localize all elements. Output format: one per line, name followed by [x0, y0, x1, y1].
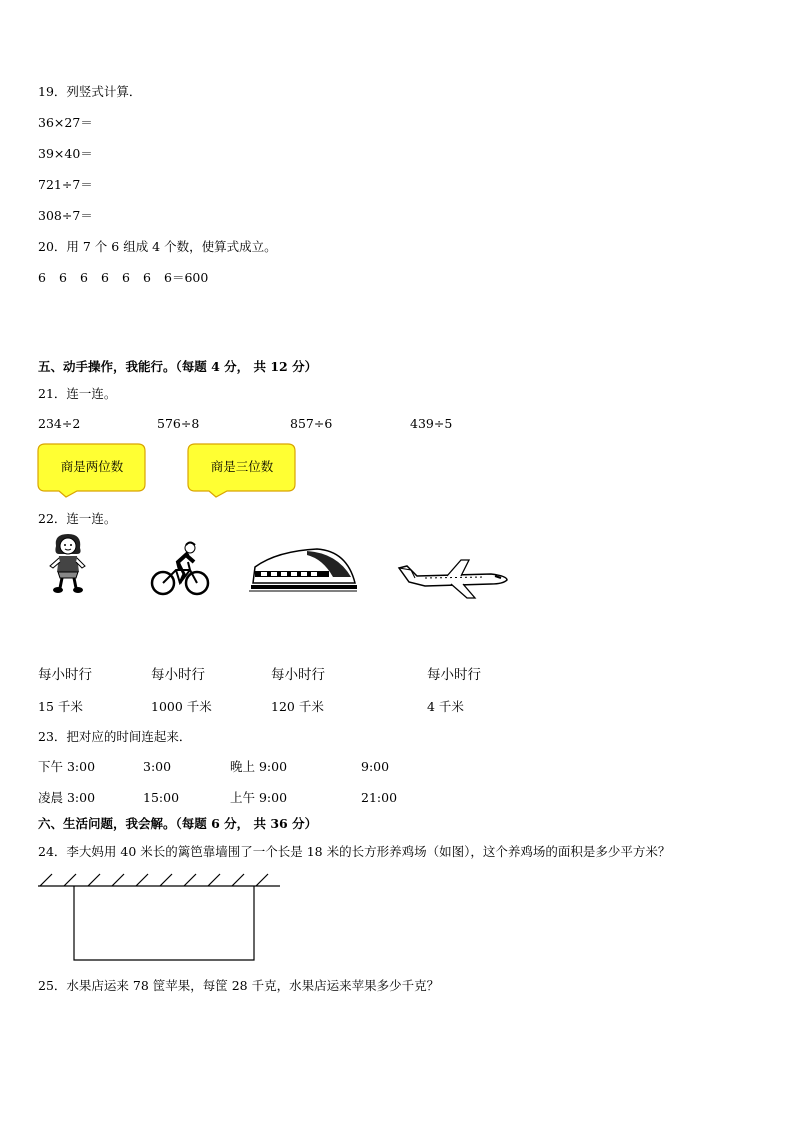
time-item: 21:00: [361, 790, 398, 805]
speed-label: 每小时行: [38, 667, 92, 683]
time-item: 凌晨 3:00: [38, 790, 96, 805]
q22-title: 22．连一连。: [38, 511, 117, 526]
girl-walking-icon: [44, 532, 92, 594]
q20-digit: 6＝600: [164, 270, 209, 285]
q21-expr: 576÷8: [157, 416, 200, 431]
callout-label: 商是两位数: [60, 459, 124, 474]
q21-expr: 439÷5: [410, 416, 453, 431]
q19-item: 721÷7＝: [38, 177, 93, 192]
time-item: 3:00: [143, 759, 172, 774]
q20-digit: 6: [101, 270, 109, 285]
speed-label: 每小时行: [427, 667, 481, 683]
cyclist-icon: [150, 540, 210, 598]
speed-value: 15 千米: [38, 699, 83, 714]
q20-digit: 6: [59, 270, 67, 285]
speed-label: 每小时行: [271, 667, 325, 683]
bullet-train-icon: [247, 545, 359, 597]
q19-title: 19．列竖式计算．: [38, 84, 142, 99]
time-item: 上午 9:00: [230, 790, 288, 805]
airplane-icon: [395, 556, 510, 600]
q21-title: 21．连一连。: [38, 386, 117, 401]
q21-expr: 857÷6: [290, 416, 333, 431]
q24-title: 24．李大妈用 40 米长的篱笆靠墙围了一个长是 18 米的长方形养鸡场（如图），这个养鸡场的面积是多少平方米？: [38, 844, 671, 859]
time-item: 下午 3:00: [38, 759, 96, 774]
q20-digit: 6: [38, 270, 46, 285]
speed-value: 1000 千米: [151, 699, 212, 714]
callout-three-digit: [187, 443, 297, 499]
q23-title: 23．把对应的时间连起来．: [38, 729, 192, 744]
wall-hatching: [40, 874, 268, 886]
time-item: 15:00: [143, 790, 180, 805]
q19-item: 308÷7＝: [38, 208, 93, 223]
q25-title: 25．水果店运来 78 筐苹果，每筐 28 千克，水果店运来苹果多少千克？: [38, 978, 440, 993]
section-5-title: 五、动手操作，我能行。（每题 4 分， 共 12 分）: [38, 359, 318, 374]
callout-two-digit: [37, 443, 147, 499]
q19-item: 36×27＝: [38, 115, 93, 130]
callout-label: 商是三位数: [210, 459, 274, 474]
time-item: 晚上 9:00: [230, 759, 288, 774]
speed-value: 120 千米: [271, 699, 324, 714]
fence-rectangle: [74, 886, 254, 960]
time-item: 9:00: [361, 759, 390, 774]
q21-expr: 234÷2: [38, 416, 81, 431]
q20-digit: 6: [80, 270, 88, 285]
section-6-title: 六、生活问题，我会解。（每题 6 分， 共 36 分）: [38, 816, 318, 831]
q20-digit: 6: [143, 270, 151, 285]
chicken-farm-diagram: [36, 870, 282, 964]
q19-item: 39×40＝: [38, 146, 93, 161]
q20-digit: 6: [122, 270, 130, 285]
q20-title: 20．用 7 个 6 组成 4 个数，使算式成立。: [38, 239, 277, 254]
speed-value: 4 千米: [427, 699, 464, 714]
speed-label: 每小时行: [151, 667, 205, 683]
